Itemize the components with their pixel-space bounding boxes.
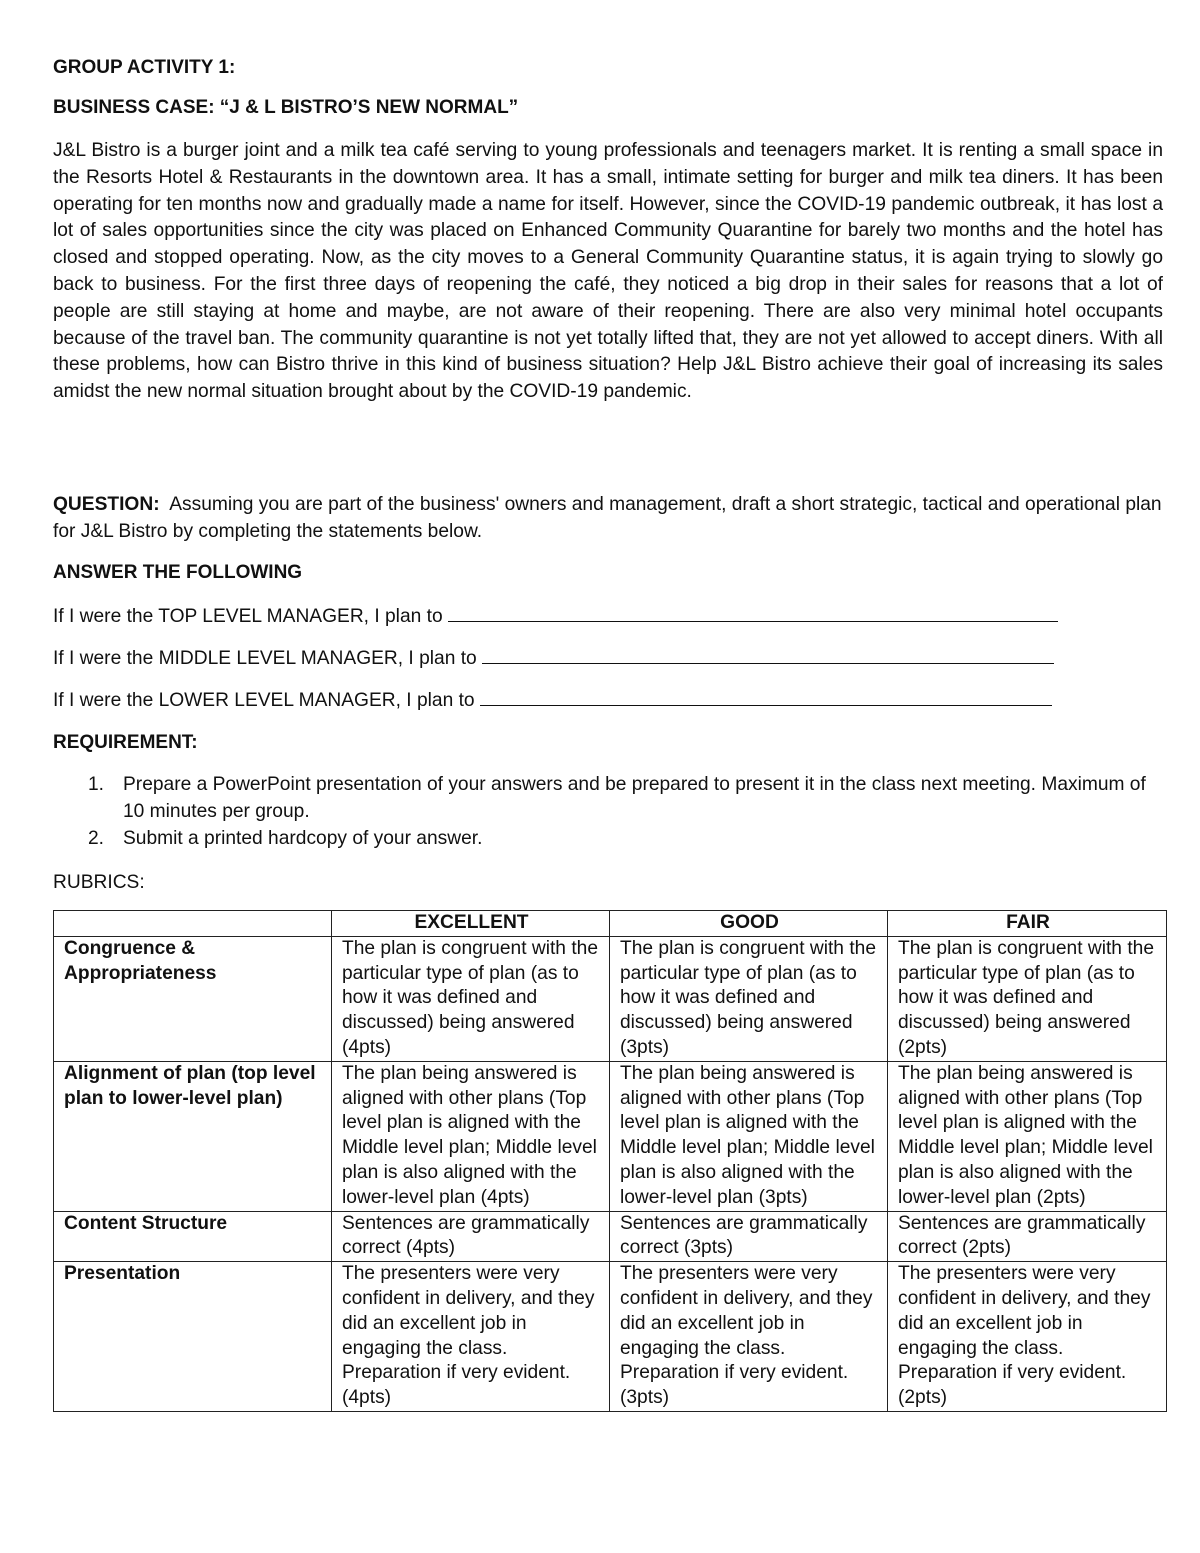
answer-blank-top[interactable] — [448, 603, 1058, 622]
rubric-table — [53, 910, 1167, 1412]
rubric-row-content-structure — [54, 1211, 1167, 1262]
question-label: QUESTION: — [53, 494, 160, 515]
answer-blank-middle[interactable] — [482, 645, 1054, 664]
requirement-list — [53, 772, 1163, 852]
rubric-cell-fair: The presenters were very confident in delivery, and they did an excellent job in engaging the class. Preparation if very evident. (2pts) — [888, 1262, 1167, 1412]
rubric-cell-fair: The plan being answered is aligned with other plans (Top level plan is aligned with the Middle level plan; Middle level plan is also aligned with the lower-level plan (2pts) — [888, 1061, 1167, 1211]
answer-heading: ANSWER THE FOLLOWING — [53, 562, 303, 583]
rubric-header-fair: FAIR — [888, 911, 1167, 937]
rubric-header-row — [54, 911, 1167, 937]
activity-title: GROUP ACTIVITY 1: — [53, 57, 236, 78]
rubric-cell-good: The presenters were very confident in delivery, and they did an excellent job in engaging the class. Preparation if very evident. (3pts) — [610, 1262, 888, 1412]
rubric-cell-good: The plan is congruent with the particular type of plan (as to how it was defined and discussed) being answered (3pts) — [610, 936, 888, 1061]
rubric-row-congruence — [54, 936, 1167, 1061]
requirement-number: 1. — [88, 774, 105, 795]
rubric-header-excellent: EXCELLENT — [332, 911, 610, 937]
rubric-criterion: Content Structure — [54, 1211, 332, 1262]
rubric-header-good: GOOD — [610, 911, 888, 937]
answer-line-lower — [53, 687, 1052, 714]
rubric-cell-excellent: The plan is congruent with the particular type of plan (as to how it was defined and discussed) being answered (4pts) — [332, 936, 610, 1061]
answer-blank-lower[interactable] — [480, 687, 1052, 706]
rubric-cell-good: The plan being answered is aligned with other plans (Top level plan is aligned with the Middle level plan; Middle level plan is also aligned with the lower-level plan (3pts) — [610, 1061, 888, 1211]
rubric-cell-fair: Sentences are grammatically correct (2pts) — [888, 1211, 1167, 1262]
answer-line-top — [53, 603, 1058, 630]
answer-prompt-lower: If I were the LOWER LEVEL MANAGER, I plan to — [53, 690, 475, 711]
answer-prompt-middle: If I were the MIDDLE LEVEL MANAGER, I plan to — [53, 648, 477, 669]
rubric-cell-excellent: The plan being answered is aligned with other plans (Top level plan is aligned with the Middle level plan; Middle level plan is also aligned with the lower-level plan (4pts) — [332, 1061, 610, 1211]
requirement-text: Submit a printed hardcopy of your answer. — [123, 827, 483, 849]
rubric-criterion: Congruence & Appropriateness — [54, 936, 332, 1061]
rubric-criterion: Presentation — [54, 1262, 332, 1412]
question — [53, 492, 1163, 546]
answer-prompt-top: If I were the TOP LEVEL MANAGER, I plan to — [53, 606, 443, 627]
requirement-text: Prepare a PowerPoint presentation of your answers and be prepared to present it in the class next meeting. Maximum of 10 minutes per group. — [123, 774, 1146, 822]
case-title: BUSINESS CASE: “J & L BISTRO’S NEW NORMAL” — [53, 97, 519, 118]
rubric-criterion: Alignment of plan (top level plan to lower-level plan) — [54, 1061, 332, 1211]
requirement-item — [53, 826, 1163, 853]
requirement-heading: REQUIREMENT: — [53, 732, 198, 753]
requirement-item — [53, 772, 1163, 826]
rubric-row-alignment — [54, 1061, 1167, 1211]
answer-line-middle — [53, 645, 1054, 672]
rubric-cell-excellent: The presenters were very confident in delivery, and they did an excellent job in engaging the class. Preparation if very evident. (4pts) — [332, 1262, 610, 1412]
rubric-cell-good: Sentences are grammatically correct (3pts) — [610, 1211, 888, 1262]
rubrics-label: RUBRICS: — [53, 872, 145, 893]
rubric-header-criteria — [54, 911, 332, 937]
rubric-cell-fair: The plan is congruent with the particular type of plan (as to how it was defined and discussed) being answered (2pts) — [888, 936, 1167, 1061]
case-description: J&L Bistro is a burger joint and a milk tea café serving to young professionals and teenagers market. It is renting a small space in the Resorts Hotel & Restaurants in the downtown area. It has a small, intimate setting for burger and milk tea diners. It has been operating for ten months now and gradually made a name for itself. However, since the COVID-19 pandemic outbreak, it has lost a lot of sales opportunities since the city was placed on Enhanced Community Quarantine for barely two months and the hotel has closed and stopped operating. Now, as the city moves to a General Community Quarantine status, it is again trying to slowly go back to business. For the first three days of reopening the café, they noticed a big drop in their sales for reasons that a lot of people are still staying at home and maybe, are not aware of their reopening. There are also very minimal hotel occupants because of the travel ban. The community quarantine is not yet totally lifted that, they are not yet allowed to accept diners. With all these problems, how can Bistro thrive in this kind of business situation? Help J&L Bistro achieve their goal of increasing its sales amidst the new normal situation brought about by the COVID-19 pandemic. — [53, 140, 1163, 403]
question-text: Assuming you are part of the business' owners and management, draft a short strategic, tactical and operational plan for J&L Bistro by completing the statements below. — [53, 494, 1162, 542]
rubric-cell-excellent: Sentences are grammatically correct (4pts) — [332, 1211, 610, 1262]
rubric-row-presentation — [54, 1262, 1167, 1412]
requirement-number: 2. — [88, 827, 105, 849]
